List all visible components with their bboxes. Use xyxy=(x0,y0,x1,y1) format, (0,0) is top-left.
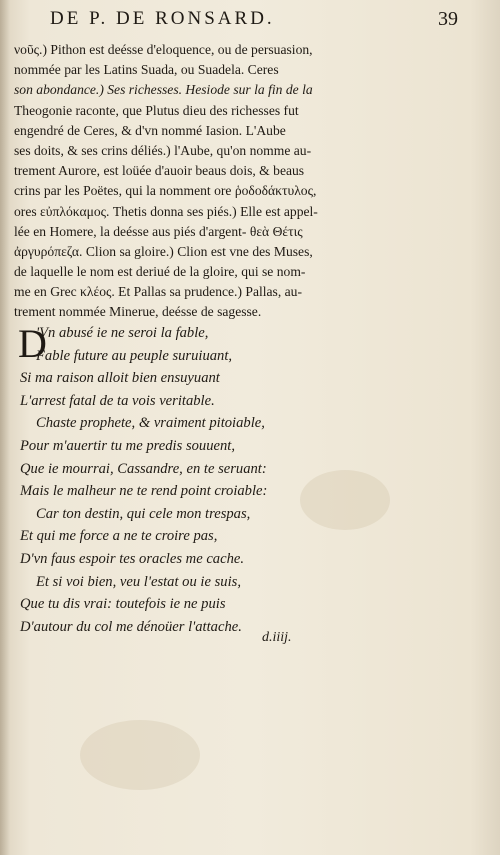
commentary-line: Theogonie raconte, que Plutus dieu des richesses fut xyxy=(14,102,299,118)
page-number: 39 xyxy=(438,8,458,30)
sonnet-verse: Si ma raison alloit bien ensuyuant xyxy=(20,370,220,387)
commentary-line: ores εὐπλόκαμος. Thetis donna ses piés.) Elle est appel- xyxy=(14,203,318,219)
sonnet-verse-text: 'Vn abusé ie ne seroi la fable, xyxy=(36,325,209,341)
sonnet-verse: Mais le malheur ne te rend point croiable: xyxy=(20,483,268,500)
sonnet xyxy=(20,322,340,638)
sonnet-verse: Et si voi bien, veu l'estat ou ie suis, xyxy=(36,573,241,590)
sonnet-verse: Fable future au peuple suruiuant, xyxy=(36,347,233,364)
sonnet-verse: Chaste prophete, & vraiment pitoiable, xyxy=(36,415,265,432)
drop-cap: D xyxy=(18,321,47,366)
commentary-line: crins par les Poëtes, qui la nomment ore ῥοδοδάκτυλος, xyxy=(14,183,317,199)
paper-stain xyxy=(80,720,200,790)
commentary-block xyxy=(14,40,354,323)
sonnet-verse: D'autour du col me dénoüer l'attache. xyxy=(20,618,242,635)
sonnet-verse: Pour m'auertir tu me predis souuent, xyxy=(20,437,235,454)
commentary-line: de laquelle le nom est deriué de la gloire, qui se nom- xyxy=(14,264,306,280)
sonnet-verse: Et qui me force a ne te croire pas, xyxy=(20,528,218,545)
sonnet-verse: L'arrest fatal de ta vois veritable. xyxy=(20,392,215,409)
sonnet-verse: D'vn faus espoir tes oracles me cache. xyxy=(20,550,245,567)
sonnet-verse: Que ie mourrai, Cassandre, en te seruant: xyxy=(20,460,267,477)
running-head xyxy=(0,6,500,36)
sonnet-verse: Car ton destin, qui cele mon trespas, xyxy=(36,505,251,522)
commentary-line: engendré de Ceres, & d'vn nommé Iasion. L'Aube xyxy=(14,122,286,138)
commentary-line: trement Aurore, est loüée d'auoir beaus dois, & beaus xyxy=(14,163,305,179)
running-title: DE P. DE RONSARD. xyxy=(50,8,275,29)
gutter-shadow xyxy=(0,0,10,855)
commentary-line: lée en Homere, la deésse aus piés d'argent- θεὰ Θέτις xyxy=(14,223,303,239)
signature-mark: d.iiij. xyxy=(262,630,292,645)
commentary-line: νοῦς.) Pithon est deésse d'eloquence, ou de persuasion, xyxy=(14,42,313,57)
commentary-line: nommée par les Latins Suada, ou Suadela. Ceres xyxy=(14,62,279,78)
commentary-line: ἀργυρόπεζα. Clion sa gloire.) Clion est vne des Muses, xyxy=(14,243,313,259)
commentary-line: son abondance.) Ses richesses. Hesiode sur la fin de la xyxy=(14,82,313,98)
commentary-line: trement nommée Minerue, deésse de sagesse. xyxy=(14,304,262,320)
commentary-line: ses doits, & ses crins déliés.) l'Aube, qu'on nomme au- xyxy=(14,142,312,158)
commentary-line: me en Grec κλέος. Et Pallas sa prudence.) Pallas, au- xyxy=(14,284,303,300)
sonnet-verse: Que tu dis vrai: toutefois ie ne puis xyxy=(20,596,226,613)
